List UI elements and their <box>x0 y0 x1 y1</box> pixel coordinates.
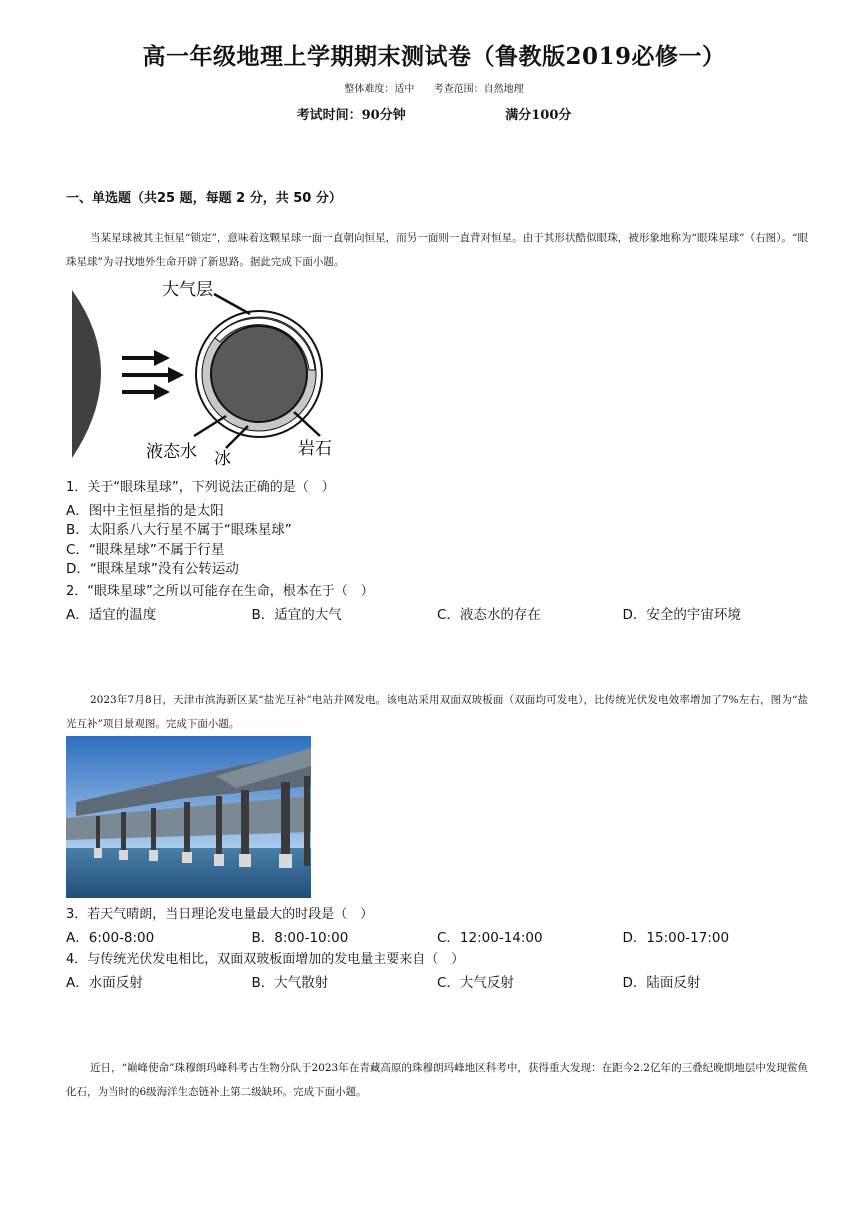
exam-score: 满分100分 <box>505 108 572 123</box>
atmosphere-label: 大气层 <box>162 280 213 300</box>
question-3-option-c[interactable]: C．12:00-14:00 <box>437 930 543 946</box>
question-4-option-c[interactable]: C．大气反射 <box>437 975 514 991</box>
question-2-option-d[interactable]: D．安全的宇宙环境 <box>622 607 741 623</box>
rock-label: 岩石 <box>298 439 332 459</box>
question-2-options <box>66 603 808 623</box>
host-star-shape <box>72 290 101 458</box>
question-3-option-b[interactable]: B．8:00-10:00 <box>251 930 349 946</box>
starlight-arrows <box>122 350 184 400</box>
exam-meta <box>0 80 868 95</box>
question-4-options <box>66 971 808 991</box>
question-4-option-d[interactable]: D．陆面反射 <box>622 975 701 991</box>
question-3-stem: 3．若天气晴朗，当日理论发电量最大的时段是（ ） <box>66 907 374 922</box>
question-3-option-d[interactable]: D．15:00-17:00 <box>622 930 730 946</box>
question-4-stem: 4．与传统光伏发电相比，双面双玻板面增加的发电量主要来自（ ） <box>66 952 465 967</box>
difficulty-text: 整体难度：适中 <box>344 84 415 95</box>
question-4-option-a[interactable]: A．水面反射 <box>66 975 143 991</box>
passage-1: 当某星球被其主恒星“锁定”，意味着这颗星球一面一直朝向恒星，而另一面则一直背对恒星。由于其形状酷似眼珠，被形象地称为“眼珠星球”（右图）。“眼珠星球”为寻找地外生命开辟了新思路。据此完成下面小题。 <box>66 232 808 268</box>
question-2-option-a[interactable]: A．适宜的温度 <box>66 607 157 623</box>
exam-time-score <box>0 104 868 123</box>
exam-time: 考试时间：90分钟 <box>296 108 406 123</box>
page-title: 高一年级地理上学期期末测试卷（鲁教版2019必修一） <box>142 43 726 70</box>
question-1-option-b[interactable]: B．太阳系八大行星不属于“眼珠星球” <box>66 522 292 538</box>
question-1-stem: 1．关于“眼珠星球”，下列说法正确的是（ ） <box>66 480 335 495</box>
ice-label: 冰 <box>214 449 231 466</box>
question-4-option-b[interactable]: B．大气散射 <box>251 975 329 991</box>
eyeball-planet-figure <box>66 276 346 466</box>
liquid-water-label: 液态水 <box>146 442 197 462</box>
question-1-option-d[interactable]: D．“眼珠星球”没有公转运动 <box>66 561 239 577</box>
question-1-option-a[interactable]: A．图中主恒星指的是太阳 <box>66 503 224 519</box>
question-3-option-a[interactable]: A．6:00-8:00 <box>66 930 155 946</box>
question-2-stem: 2．“眼珠星球”之所以可能存在生命，根本在于（ ） <box>66 584 374 599</box>
passage-2: 2023年7月8日，天津市滨海新区某“盐光互补”电站并网发电。该电站采用双面双玻板面（双面均可发电），比传统光伏发电效率增加了7%左右，图为“盐光互补”项目景观图。完成下面小题。 <box>66 694 808 730</box>
rock-core <box>211 326 307 422</box>
solar-salt-photo <box>66 736 311 898</box>
scope-text: 考查范围：自然地理 <box>433 84 524 95</box>
question-1-option-c[interactable]: C．“眼珠星球”不属于行星 <box>66 542 225 558</box>
question-2-option-b[interactable]: B．适宜的大气 <box>251 607 342 623</box>
section-heading: 一、单选题（共25 题，每题 2 分，共 50 分） <box>66 191 342 206</box>
passage-3: 近日，“巅峰使命”珠穆朗玛峰科考古生物分队于2023年在青藏高原的珠穆朗玛峰地区科考中，获得重大发现：在距今2.2亿年的三叠纪晚期地层中发现鲎鱼化石，为当时的6级海洋生态链补上第二级缺环。完成下面小题。 <box>66 1062 808 1098</box>
question-2-option-c[interactable]: C．液态水的存在 <box>437 607 541 623</box>
question-3-options <box>66 926 808 946</box>
